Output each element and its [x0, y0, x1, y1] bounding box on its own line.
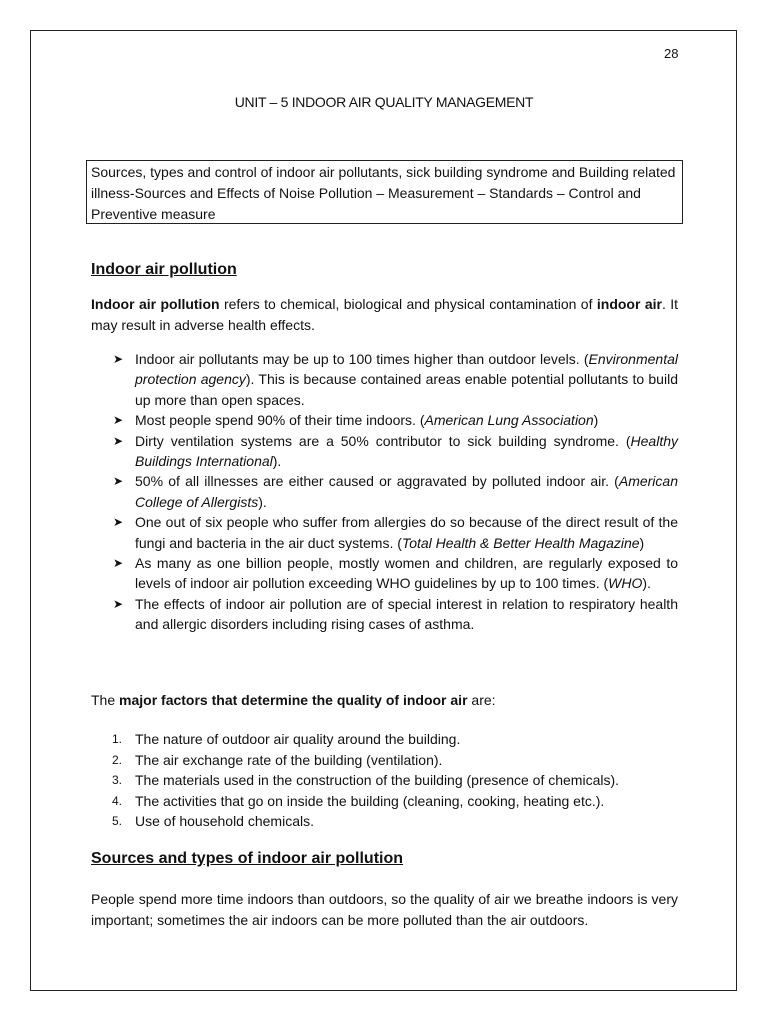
intro-text: refers to chemical, biological and physical contamination of: [219, 296, 597, 312]
section-heading-indoor-air-pollution: Indoor air pollution: [91, 261, 237, 278]
arrowhead-bullet-icon: ➤: [113, 556, 124, 571]
arrowhead-bullet-icon: ➤: [113, 474, 124, 489]
sources-paragraph: People spend more time indoors than outdoors, so the quality of air we breathe indoors is very important; sometimes the air indoors can be more polluted than the air outdoors.: [91, 891, 678, 928]
list-item: 5. Use of household chemicals.: [112, 813, 314, 830]
list-item: ➤ One out of six people who suffer from allergies do so because of the direct result of the fungi and bacteria in the air duct systems. (Total Health & Better Health Magazine): [113, 514, 678, 551]
arrowhead-bullet-icon: ➤: [113, 413, 124, 428]
list-item: 4. The activities that go on inside the building (cleaning, cooking, heating etc.).: [112, 792, 605, 809]
list-item: ➤ The effects of indoor air pollution are of special interest in relation to respiratory health and allergic disorders including rising cases of asthma.: [113, 595, 678, 633]
syllabus-box: Sources, types and control of indoor air pollutants, sick building syndrome and Building related illness-Sources and Effects of Noise Pollution – Measurement – Standards – Control and Preventive measure: [86, 160, 683, 224]
list-item: ➤ Dirty ventilation systems are a 50% contributor to sick building syndrome. (Healthy Buildings International).: [113, 432, 678, 470]
factors-numbered-list: [91, 729, 678, 832]
intro-text-2: . It may result in adverse health effects.: [91, 296, 679, 333]
page-number: 28: [664, 46, 679, 61]
intro-bold-term: Indoor air pollution: [91, 296, 220, 312]
list-item: 1. The nature of outdoor air quality around the building.: [112, 731, 461, 747]
list-item: ➤ Indoor air pollutants may be up to 100 times higher than outdoor levels. (Environmental protection agency). This is because contained areas enable potential pollutants to build up more than open spaces.: [113, 351, 678, 408]
unit-title: UNIT – 5 INDOOR AIR QUALITY MANAGEMENT: [234, 94, 534, 110]
factors-intro: The major factors that determine the quality of indoor air are:: [91, 692, 496, 708]
intro-bold-term-2: indoor air: [596, 296, 662, 312]
arrowhead-bullet-icon: ➤: [113, 352, 124, 366]
list-item: ➤ Most people spend 90% of their time indoors. (American Lung Association): [91, 410, 678, 430]
arrowhead-bullet-icon: ➤: [113, 515, 124, 530]
arrowhead-bullet-icon: ➤: [113, 433, 124, 448]
list-item: 3. The materials used in the construction of the building (presence of chemicals).: [112, 772, 620, 789]
list-item: ➤ 50% of all illnesses are either caused or aggravated by polluted indoor air. (American College of Allergists).: [113, 473, 678, 510]
arrowhead-bullet-icon: ➤: [113, 596, 124, 611]
section-heading-sources-types: Sources and types of indoor air pollution: [91, 850, 404, 867]
intro-paragraph: [91, 294, 678, 336]
facts-bullet-list: [91, 349, 678, 635]
list-item: ➤ As many as one billion people, mostly women and children, are regularly exposed to levels of indoor air pollution exceeding WHO guidelines by up to 100 times. (WHO).: [113, 555, 678, 592]
list-item: 2. The air exchange rate of the building (ventilation).: [112, 751, 443, 768]
